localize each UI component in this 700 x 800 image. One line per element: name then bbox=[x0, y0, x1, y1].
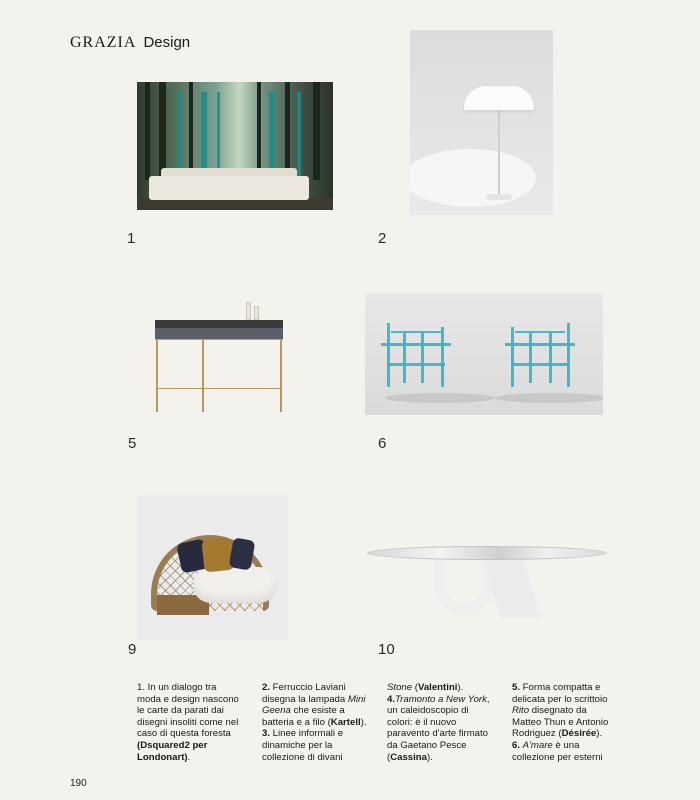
item-number-5: 5 bbox=[128, 435, 137, 452]
caption-text: Forma compatta e delicata per lo scrittoio bbox=[512, 682, 608, 705]
item-number-6: 6 bbox=[378, 435, 387, 452]
caption-text: ). bbox=[427, 751, 433, 763]
photo-wallpaper-forest bbox=[137, 82, 333, 210]
caption-credit: Kartell bbox=[330, 716, 361, 728]
caption-number: 5. bbox=[512, 682, 523, 693]
caption-text: disegnato da Matteo Thun e Antonio Rodriguez ( bbox=[512, 705, 609, 740]
caption-text: ). bbox=[457, 682, 464, 693]
caption-column-1 bbox=[137, 682, 242, 763]
caption-column-3 bbox=[387, 682, 492, 763]
caption-product: A'mare bbox=[522, 739, 553, 751]
section-title: Design bbox=[143, 34, 191, 51]
caption-product: Mini Geena bbox=[262, 693, 366, 717]
photo-marble-table bbox=[365, 540, 609, 622]
photo-console-desk bbox=[150, 300, 288, 418]
caption-text: . bbox=[187, 751, 191, 763]
item-number-10: 10 bbox=[378, 641, 395, 658]
caption-text: 1. In un dialogo tra moda e design nascono le carte da parati dai disegni insoliti come nel caso di questa foresta bbox=[137, 682, 239, 740]
item-number-9: 9 bbox=[128, 641, 137, 658]
caption-number: 4. bbox=[387, 693, 396, 705]
photo-acrylic-chairs bbox=[365, 293, 603, 415]
item-number-1: 1 bbox=[127, 230, 136, 247]
caption-text: Linee informali e dinamiche per la collezione di divani bbox=[262, 728, 344, 763]
caption-product: Tramonto a New York bbox=[395, 693, 487, 705]
magazine-logo: GRAZIA bbox=[70, 34, 137, 51]
caption-number: 2. bbox=[262, 682, 273, 693]
caption-text: è una collezione per esterni bbox=[512, 739, 603, 763]
caption-text: ). bbox=[596, 728, 603, 740]
caption-credit: Cassina bbox=[390, 751, 427, 763]
caption-column-4 bbox=[512, 682, 617, 763]
page-header bbox=[70, 34, 190, 52]
caption-column-2 bbox=[262, 682, 367, 763]
caption-number: 6. bbox=[512, 739, 523, 751]
caption-product: Stone bbox=[387, 682, 413, 693]
caption-number: 3. bbox=[262, 728, 273, 740]
caption-credit: (Dsquared2 per Londonart) bbox=[137, 739, 208, 763]
caption-text: ( bbox=[412, 682, 418, 693]
caption-text: , un caleidoscopio di colori: è il nuovo paravento d'arte firmato da Gaetano Pesce ( bbox=[387, 693, 490, 763]
caption-product: Rito bbox=[512, 705, 530, 717]
caption-text: Ferruccio Laviani disegna la lampada bbox=[262, 682, 348, 705]
page-number: 190 bbox=[70, 778, 87, 789]
caption-credit: Valentini bbox=[417, 682, 458, 693]
caption-text: ). bbox=[360, 716, 367, 728]
photo-table-lamp bbox=[410, 30, 553, 215]
photo-armchair bbox=[137, 495, 288, 640]
caption-credit: Désirée bbox=[561, 728, 597, 740]
caption-text: che esiste a batteria e a filo ( bbox=[262, 705, 345, 728]
item-number-2: 2 bbox=[378, 230, 387, 247]
captions bbox=[137, 682, 617, 763]
